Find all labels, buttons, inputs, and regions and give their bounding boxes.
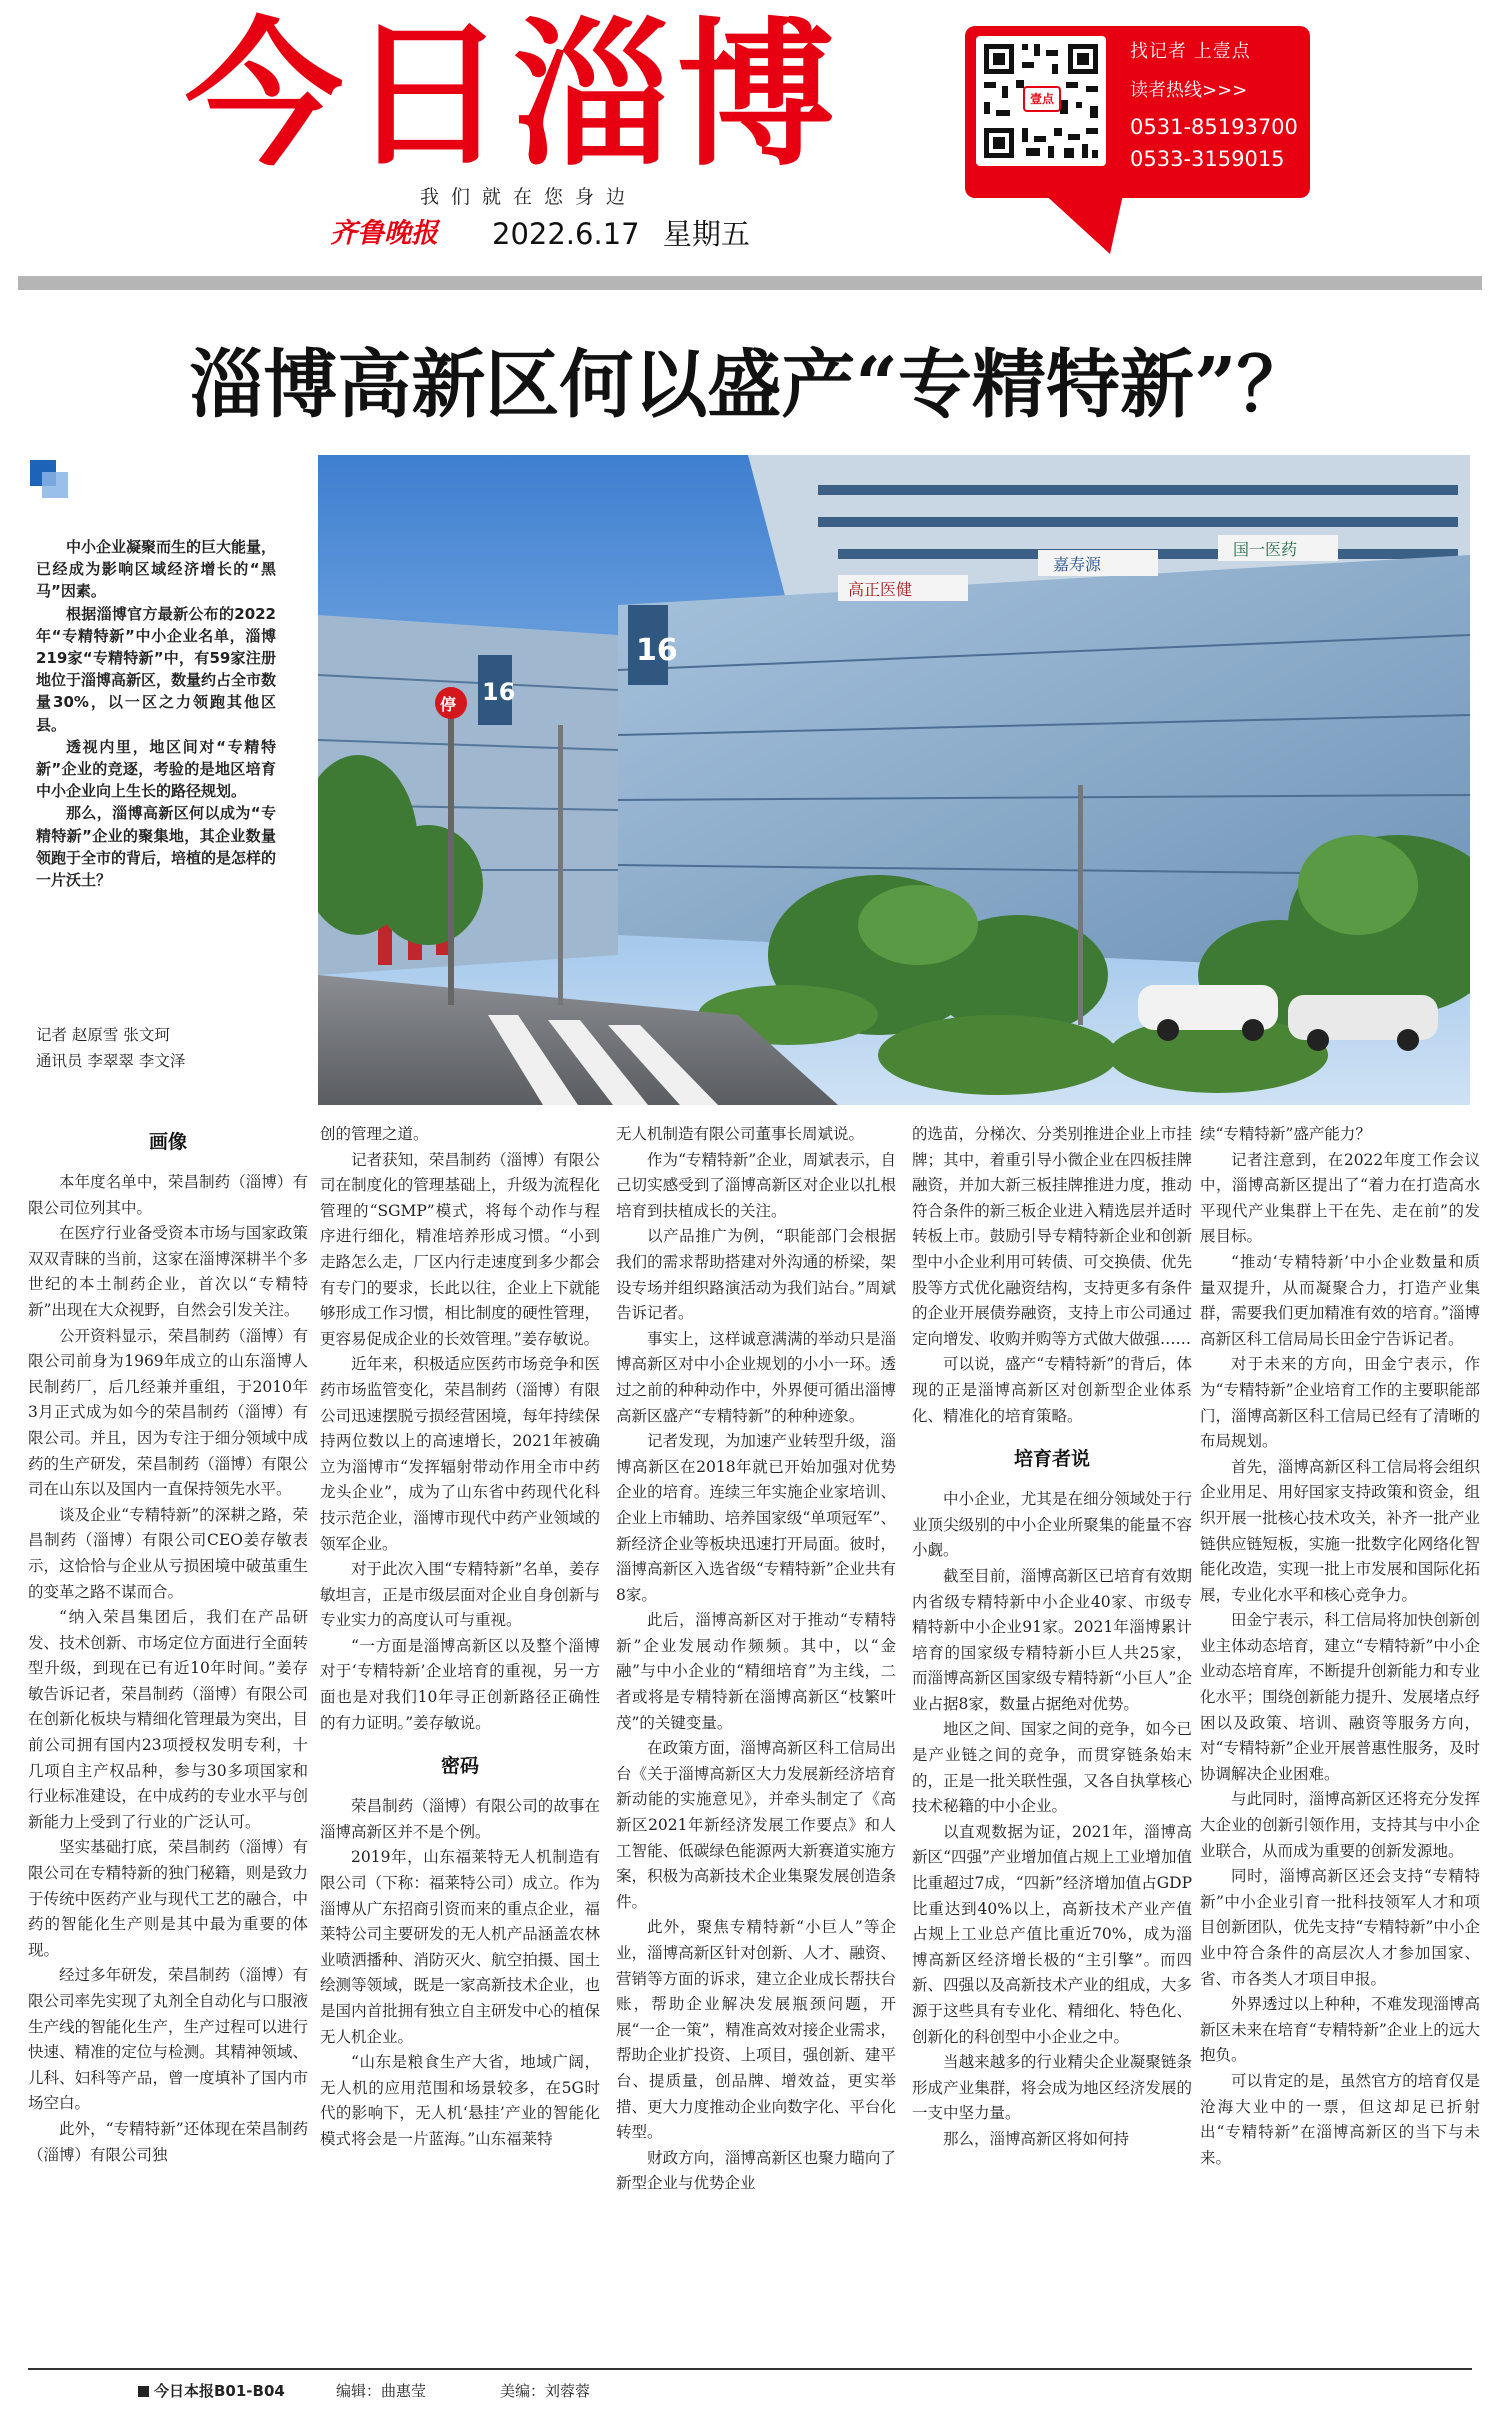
date-text: 2022.6.17 <box>492 217 640 251</box>
reporter-prompt: 找记者 上壹点 <box>1130 41 1251 62</box>
section-heading-portrait: 画像 <box>148 1131 187 1153</box>
section-heading-code: 密码 <box>440 1755 479 1778</box>
footer-page-range: 今日本报B01-B04 <box>138 2376 318 2406</box>
body-paragraph: 记者发现，为加速产业转型升级，淄博高新区在2018年就已开始加强对优势企业的培育。连续三年实施企业家培训、企业上市辅助、培养国家级“单项冠军”、新经济企业等板块迅速打开局面。彼时，淄博高新区入选省级“专精特新”企业共有8家。 <box>616 1432 896 1604</box>
body-paragraph: 此外，聚焦专精特新“小巨人”等企业，淄博高新区针对创新、人才、融资、营销等方面的诉求，建立企业成长帮扶台账，帮助企业解决发展瓶颈问题，开展“一企一策”，精准高效对接企业需求，帮助企业扩投资、上项目，强创新、建平台、提质量，创品牌、增效益，更实举措、更大力度推动企业向数字化、平台化转型。 <box>616 1918 896 2142</box>
body-paragraph: “一方面是淄博高新区以及整个淄博对于‘专精特新’企业培育的重视，另一方面也是对我们10年寻正创新路径正确性的有力证明。”姜存敏说。 <box>320 1636 600 1732</box>
hotline-phone-zibo[interactable]: 0533-3159015 <box>1130 147 1285 171</box>
hotline-label: 读者热线>>> <box>1130 80 1248 101</box>
road-sign: 停 <box>440 695 457 714</box>
brand-logo: 齐鲁晚报 <box>330 218 438 249</box>
body-paragraph: 作为“专精特新”企业，周斌表示，自己切实感受到了淄博高新区对企业以扎根培育到扶植成长的关注。 <box>616 1150 896 1220</box>
intro-paragraph: 中小企业凝聚而生的巨大能量，已经成为影响区域经济增长的“黑马”因素。 <box>36 538 277 601</box>
hotline-phone-jinan[interactable]: 0531-85193700 <box>1130 115 1298 139</box>
body-paragraph: 经过多年研发，荣昌制药（淄博）有限公司率先实现了丸剂全自动化与口服液生产线的智能化生产，生产过程可以进行快速、精准的定位与检测。其精神领域、儿科、妇科等产品，曾一度填补了国内市场空白。 <box>28 1966 308 2113</box>
body-paragraph: “推动‘专精特新’中小企业数量和质量双提升，从而凝聚合力，打造产业集群，需要我们更加精准有效的培育。”淄博高新区科工信局局长田金宁告诉记者。 <box>1200 1252 1480 1348</box>
body-column-2 <box>320 1122 600 2360</box>
body-paragraph: 首先，淄博高新区科工信局将会组织企业用足、用好国家支持政策和资金，组织开展一批核心技术攻关，补齐一批产业链供应链短板，实施一批数字化网络化智能化改造，实现一批上市发展和国际化拓展，专业化水平和核心竞争力。 <box>1200 1457 1480 1604</box>
article-photo <box>318 455 1470 1105</box>
body-paragraph: 对于未来的方向，田金宁表示，作为“专精特新”企业培育工作的主要职能部门，淄博高新区科工信局已经有了清晰的布局规划。 <box>1200 1355 1480 1451</box>
reporter-names: 记者 赵原雪 张文珂 <box>36 1026 170 1044</box>
body-paragraph: 那么，淄博高新区将如何持 <box>943 2129 1130 2148</box>
body-paragraph: 可以肯定的是，虽然官方的培育仅是沧海大业中的一票，但这却足已折射出“专精特新”在淄博高新区的当下与未来。 <box>1200 2071 1480 2167</box>
body-paragraph: “山东是粮食生产大省，地域广阔，无人机的应用范围和场景较多，在5G时代的影响下，无人机‘悬挂’产业的智能化模式将会是一片蓝海。”山东福莱特 <box>320 2053 600 2148</box>
building-number: 16 <box>482 678 516 706</box>
footer-rule <box>28 2368 1472 2370</box>
body-paragraph: 可以说，盛产“专精特新”的背后，体现的正是淄博高新区对创新型企业体系化、精准化的培育策略。 <box>912 1355 1192 1425</box>
body-paragraph: 荣昌制药（淄博）有限公司的故事在淄博高新区并不是个例。 <box>320 1797 600 1841</box>
body-paragraph: 公开资料显示，荣昌制药（淄博）有限公司前身为1969年成立的山东淄博人民制药厂，后几经兼并重组，于2010年3月正式成为如今的荣昌制药（淄博）有限公司。并且，因为专注于细分领域中成药的生产研发，荣昌制药（淄博）有限公司在山东以及国内一直保持领先水平。 <box>28 1326 308 1499</box>
company-sign: 高正医健 <box>848 580 913 599</box>
body-paragraph: 此外，“专精特新”还体现在荣昌制药（淄博）有限公司独 <box>28 2119 308 2164</box>
body-paragraph: 财政方向，淄博高新区也聚力瞄向了新型企业与优势企业 <box>616 2148 896 2193</box>
body-paragraph: 以直观数据为证，2021年，淄博高新区“四强”产业增加值占规上工业增加值比重超过7成，“四新”经济增加值占GDP比重达到40%以上，高新技术产业产值占规上工业总产值比重近70%，成为淄博高新区经济增长极的“主引擎”。而四新、四强以及高新技术产业的组成，大多源于这些具有专业化、精细化、特色化、创新化的科创型中小企业之中。 <box>912 1822 1192 2046</box>
body-paragraph: 地区之间、国家之间的竞争，如今已是产业链之间的竞争，而贯穿链条始末的，正是一批关联性强，又各自执掌核心技术秘籍的中小企业。 <box>912 1720 1192 1816</box>
body-paragraph: 同时，淄博高新区还会支持“专精特新”中小企业引育一批科技领军人才和项目创新团队，优先支持“专精特新”中小企业中符合条件的高层次人才参加国家、省、市各类人才项目申报。 <box>1200 1867 1480 1988</box>
body-paragraph: 中小企业，尤其是在细分领域处于行业顶尖级别的中小企业所聚集的能量不容小觑。 <box>912 1490 1192 1560</box>
body-paragraph: 在医疗行业备受资本市场与国家政策双双青睐的当前，这家在淄博深耕半个多世纪的本土制药企业，首次以“专精特新”出现在大众视野，自然会引发关注。 <box>28 1224 308 1319</box>
weekday-text: 星期五 <box>662 217 750 251</box>
body-paragraph: 近年来，积极适应医药市场竞争和医药市场监管变化，荣昌制药（淄博）有限公司迅速摆脱亏损经营困境，每年持续保持两位数以上的高速增长，2021年被确立为淄博市“发挥辐射带动作用全市中药龙头企业”，成为了山东省中药现代化科技示范企业，淄博市现代中药产业领域的领军企业。 <box>320 1355 600 1553</box>
body-paragraph: 无人机制造有限公司董事长周斌说。 <box>616 1125 865 1143</box>
newspaper-title: 今日淄博 <box>185 4 841 188</box>
body-paragraph: 记者获知，荣昌制药（淄博）有限公司在制度化的管理基础上，升级为流程化管理的“SGMP”模式，将每个动作与程序进行细化，精准培养形成习惯。“小到走路怎么走，厂区内行走速度到多少都会有专门的要求，长此以往，企业上下就能够形成工作习惯，相比制度的硬性管理，更容易促成企业的长效管理。”姜存敏说。 <box>320 1150 600 1348</box>
body-paragraph: 当越来越多的行业精尖企业凝聚链条形成产业集群，将会成为地区经济发展的一支中坚力量。 <box>912 2053 1192 2123</box>
issue-date <box>492 212 792 256</box>
body-paragraph: 田金宁表示，科工信局将加快创新创业主体动态培育，建立“专精特新”中小企业动态培育库，不断提升创新能力和专业化水平；围绕创新能力提升、发展堵点纾困以及政策、培训、融资等服务方向，对“专精特新”企业开展普惠性服务，及时协调解决企业困难。 <box>1200 1611 1480 1783</box>
body-paragraph: 在政策方面，淄博高新区科工信局出台《关于淄博高新区大力发展新经济培育新动能的实施意见》，并牵头制定了《高新区2021年新经济发展工作要点》和人工智能、低碳绿色能源两大新赛道实施方案，积极为高新技术企业集聚发展创造条件。 <box>616 1739 896 1911</box>
body-paragraph: 本年度名单中，荣昌制药（淄博）有限公司位列其中。 <box>28 1173 308 1217</box>
intro-square-icon <box>30 460 76 506</box>
slogan: 我们就在您身边 <box>420 186 638 208</box>
body-paragraph: 谈及企业“专精特新”的深耕之路，荣昌制药（淄博）有限公司CEO姜存敏表示，这恰恰与企业从亏损困境中破茧重生的变革之路不谋而合。 <box>28 1505 308 1601</box>
body-paragraph: 事实上，这样诚意满满的举动只是淄博高新区对中小企业规划的小小一环。透过之前的种种动作中，外界便可循出淄博高新区盛产“专精特新”的种种迹象。 <box>616 1329 896 1425</box>
company-sign: 国一医药 <box>1233 540 1298 559</box>
intro-paragraph: 根据淄博官方最新公布的2022年“专精特新”中小企业名单，淄博219家“专精特新”中，有59家注册地位于淄博高新区，数量约占全市数量30%，以一区之力领跑其他区县。 <box>36 604 277 734</box>
body-paragraph: 与此同时，淄博高新区还将充分发挥大企业的创新引领作用，支持其与中小企业联合，从而成为重要的创新发源地。 <box>1200 1790 1480 1860</box>
intro-paragraph: 那么，淄博高新区何以成为“专精特新”企业的聚集地，其企业数量领跑于全市的背后，培植的是怎样的一片沃土？ <box>36 804 277 890</box>
body-paragraph: 以产品推广为例，“职能部门会根据我们的需求帮助搭建对外沟通的桥梁，架设专场并组织路演活动为我们站台。”周斌告诉记者。 <box>616 1227 896 1323</box>
body-paragraph: 坚实基础打底，荣昌制药（淄博）有限公司在专精特新的独门秘籍，则是致力于传统中医药产业与现代工艺的融合，中药的智能化生产则是其中最为重要的体现。 <box>28 1838 308 1959</box>
masthead <box>0 0 1500 290</box>
intro-paragraph: 透视内里，地区间对“专精特新”企业的竞逐，考验的是地区培育中小企业向上生长的路径规划。 <box>36 737 276 801</box>
body-paragraph: 对于此次入围“专精特新”名单，姜存敏坦言，正是市级层面对企业自身创新与专业实力的高度认可与重视。 <box>320 1560 600 1630</box>
byline <box>36 1022 276 1078</box>
body-paragraph: 2019年，山东福莱特无人机制造有限公司（下称：福莱特公司）成立。作为淄博从广东招商引资而来的重点企业，福莱特公司主要研发的无人机产品涵盖农林业喷洒播种、消防灭火、航空拍摄、国土绘测等领域，既是一家高新技术企业，也是国内首批拥有独立自主研发中心的植保无人机企业。 <box>320 1848 600 2046</box>
body-paragraph: 创的管理之道。 <box>320 1125 429 1143</box>
body-paragraph: 外界透过以上种种，不难发现淄博高新区未来在培育“专精特新”企业上的远大抱负。 <box>1200 1995 1480 2065</box>
body-paragraph: 截至目前，淄博高新区已培育有效期内省级专精特新中小企业40家、市级专精特新中小企业91家。2021年淄博累计培育的国家级专精特新小巨人共25家，而淄博高新区国家级专精特新“小巨人”企业占据8家，数量占据绝对优势。 <box>912 1566 1192 1713</box>
body-paragraph: 的选苗，分梯次、分类别推进企业上市挂牌；其中，着重引导小微企业在四板挂牌融资，并加大新三板挂牌推进力度，推动符合条件的新三板企业进入精选层并适时转板上市。鼓励引导专精特新企业和创新型中小企业利用可转债、可交换债、优先股等方式优化融资结构，支持更多有条件的企业开展债券融资，支持上市公司通过定向增发、收购并购等方式做大做强…… <box>912 1125 1192 1348</box>
article-intro <box>36 536 276 956</box>
section-heading-cultivator: 培育者说 <box>1013 1448 1090 1471</box>
correspondent-names: 通讯员 李翠翠 李文泽 <box>36 1052 186 1070</box>
hi-tech-zone-buildings-photo <box>318 455 1470 1105</box>
building-number: 16 <box>636 633 678 668</box>
body-paragraph: 续“专精特新”盛产能力？ <box>1200 1125 1371 1143</box>
body-paragraph: “纳入荣昌集团后，我们在产品研发、技术创新、市场定位方面进行全面转型升级，到现在已有近10年时间。”姜存敏告诉记者，荣昌制药（淄博）有限公司在创新化板块与精细化管理最为突出，目前公司拥有国内23项授权发明专利，十几项自主产权品种，参与30多项国家和行业标准建设，在中成药的专业水平与创新能力上受到了行业的广泛认可。 <box>28 1608 308 1831</box>
body-column-4 <box>912 1122 1192 2360</box>
hotline-box-tail <box>1040 190 1124 254</box>
company-sign: 嘉寿源 <box>1053 555 1102 574</box>
body-column-1 <box>28 1122 308 2360</box>
article-headline: 淄博高新区何以盛产“专精特新”？ <box>189 342 1311 428</box>
masthead-rule <box>18 276 1482 290</box>
footer-editor: 编辑：曲惠莹 <box>336 2382 427 2400</box>
footer-designer: 美编：刘蓉蓉 <box>500 2382 591 2400</box>
body-column-3 <box>616 1122 896 2360</box>
body-paragraph: 此后，淄博高新区对于推动“专精特新”企业发展动作频频。其中，以“金融”与中小企业的“精细培育”为主线，二者或将是专精特新在淄博高新区“枝繁叶茂”的关键变量。 <box>616 1611 896 1732</box>
qr-app-tag: 壹点 <box>1023 86 1061 112</box>
body-paragraph: 记者注意到，在2022年度工作会议中，淄博高新区提出了“着力在打造高水平现代产业集群上干在先、走在前”的发展目标。 <box>1200 1150 1480 1246</box>
body-column-5 <box>1200 1122 1480 2360</box>
